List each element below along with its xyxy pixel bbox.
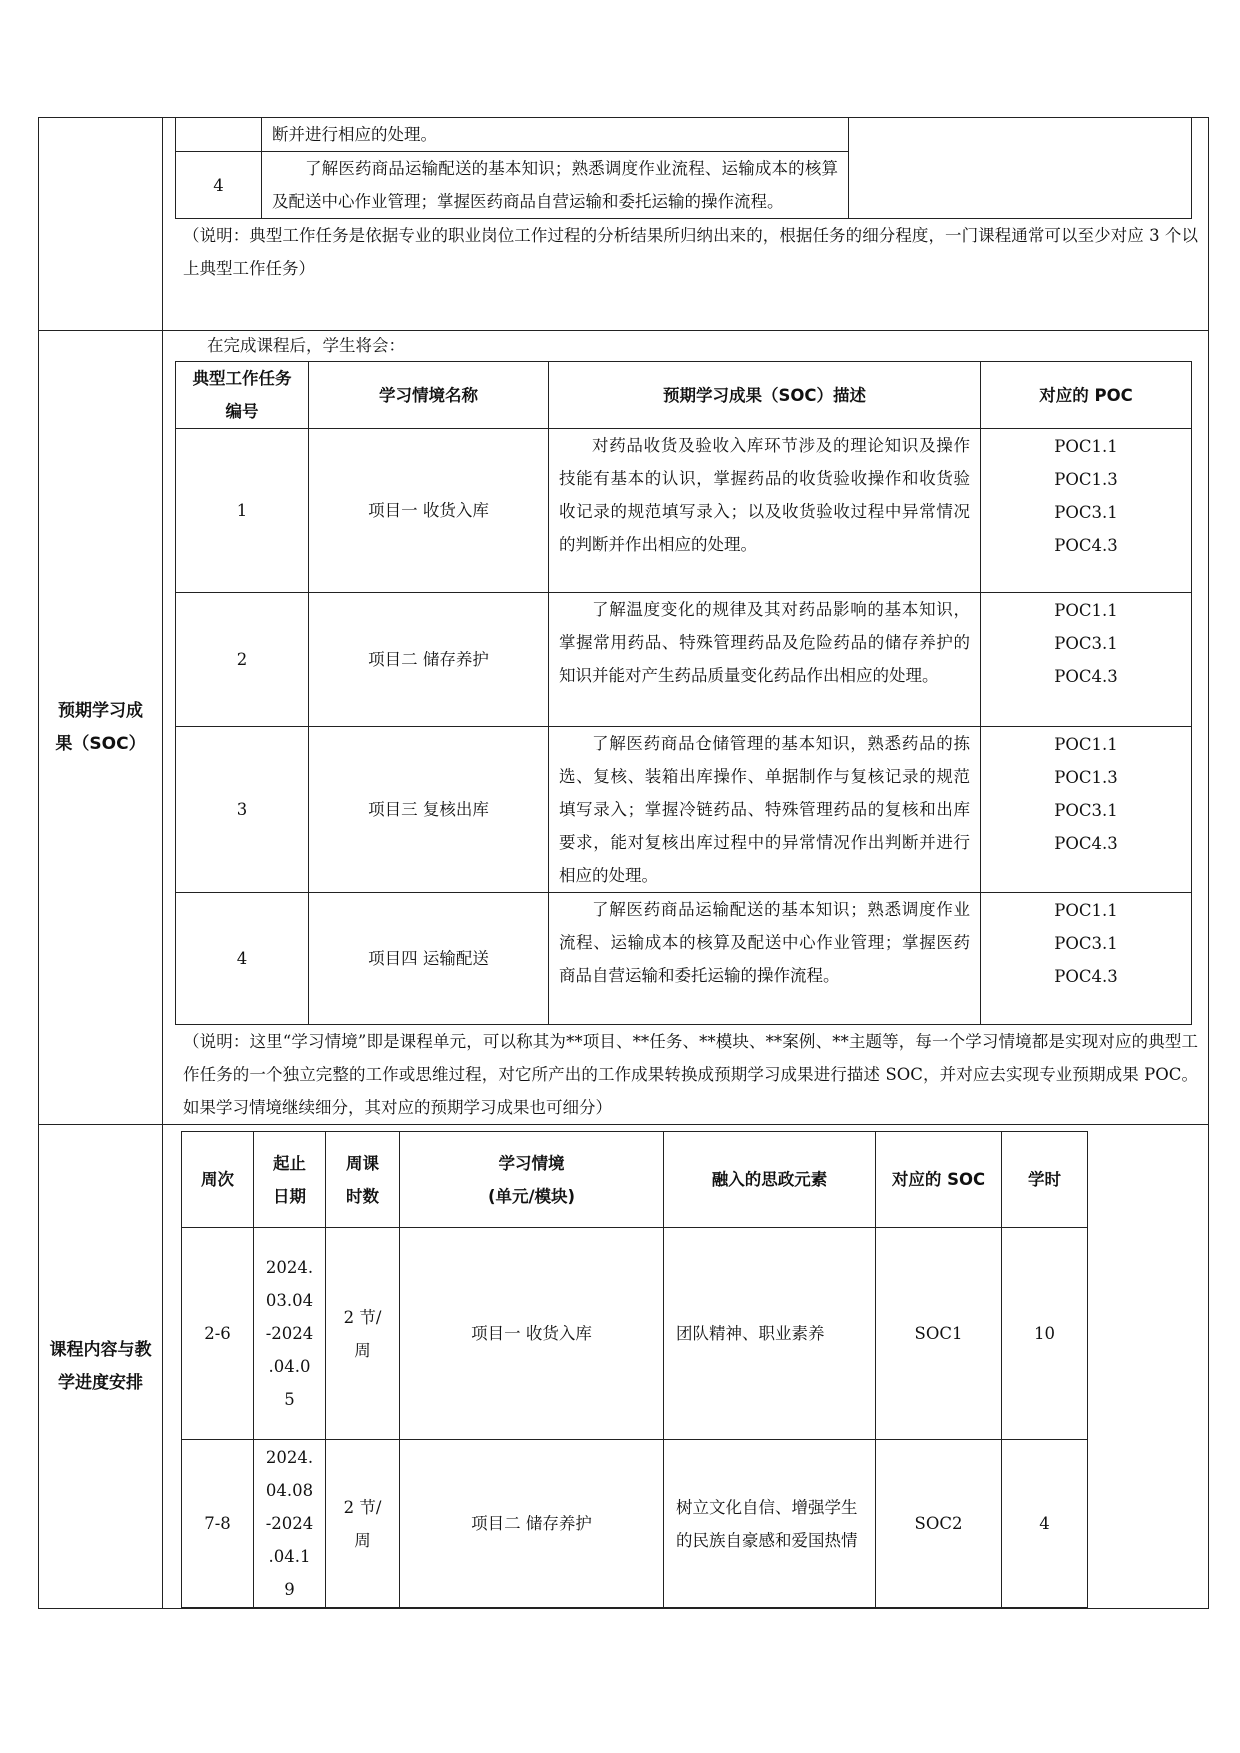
- header-hours: 周课时数: [326, 1132, 400, 1228]
- header-week: 周次: [182, 1132, 254, 1228]
- date-range: [254, 1440, 326, 1608]
- date-line: .04.0: [268, 1357, 311, 1376]
- weekly-hours: [326, 1440, 400, 1608]
- date-line: -2024: [265, 1324, 314, 1343]
- task-number: 1: [176, 429, 309, 593]
- poc-item: POC1.1: [1054, 437, 1118, 456]
- soc-intro: 在完成课程后，学生将会：: [207, 336, 405, 355]
- weekly-hours: [326, 1228, 400, 1440]
- soc-description: 了解医药商品仓储管理的基本知识，熟悉药品的拣选、复核、装箱出库操作、单据制作与复核记录的规范填写录入；掌握冷链药品、特殊管理药品的复核和出库要求，能对复核出库过程中的异常情况作出判断并进行相应的处理。: [549, 727, 981, 893]
- poc-item: POC4.3: [1054, 667, 1118, 686]
- poc-item: POC1.1: [1054, 735, 1118, 754]
- unit-name: 项目二 储存养护: [400, 1440, 664, 1608]
- typical-tasks-table: [175, 118, 1192, 219]
- soc-note: （说明：这里“学习情境”即是课程单元，可以称其为**项目、**任务、**模块、**案例、**主题等，每一个学习情境都是实现对应的典型工作任务的一个独立完整的工作或思维过程，对它所产出的工作成果转换成预期学习成果进行描述 SOC，并对应去实现专业预期成果 POC。如果学习情境继续细分，其对应的预期学习成果也可细分）: [183, 1032, 1198, 1117]
- header-soc-description: 预期学习成果（SOC）描述: [549, 362, 981, 429]
- poc-item: POC3.1: [1054, 503, 1118, 522]
- table-row: [176, 429, 1192, 593]
- task-number: 4: [176, 893, 309, 1025]
- poc-list: [981, 429, 1192, 593]
- ideology-elements: 树立文化自信、增强学生的民族自豪感和爱国热情: [664, 1440, 876, 1608]
- poc-item: POC4.3: [1054, 834, 1118, 853]
- soc-ref: SOC2: [876, 1440, 1002, 1608]
- typical-tasks-section: [39, 118, 1209, 331]
- soc-section: [39, 331, 1209, 1125]
- date-range: [254, 1228, 326, 1440]
- poc-item: POC3.1: [1054, 934, 1118, 953]
- hours-line: 2 节/: [343, 1497, 382, 1517]
- header-total-hours: 学时: [1002, 1132, 1088, 1228]
- poc-item: POC1.3: [1054, 470, 1118, 489]
- header-task-number: 典型工作任务编号: [176, 362, 309, 429]
- unit-name: 项目三 复核出库: [309, 727, 549, 893]
- week: 7-8: [182, 1440, 254, 1608]
- poc-item: POC1.3: [1054, 768, 1118, 787]
- table-row: [176, 893, 1192, 1025]
- header-unit-line1: 学习情境: [498, 1153, 565, 1173]
- poc-item: POC4.3: [1054, 967, 1118, 986]
- soc-ref: SOC1: [876, 1228, 1002, 1440]
- task-number: [176, 118, 262, 152]
- header-date: 起止日期: [254, 1132, 326, 1228]
- table-row: [182, 1440, 1088, 1608]
- section-label-schedule: 课程内容与教学进度安排: [39, 1125, 163, 1609]
- header-soc: 对应的 SOC: [876, 1132, 1002, 1228]
- date-line: 03.04: [265, 1291, 314, 1310]
- poc-list: [981, 593, 1192, 727]
- task-description: 了解医药商品运输配送的基本知识；熟悉调度作业流程、运输成本的核算及配送中心作业管理；掌握医药商品自营运输和委托运输的操作流程。: [262, 152, 849, 219]
- empty-cell: [849, 118, 1192, 219]
- header-unit: [400, 1132, 664, 1228]
- schedule-table: [181, 1131, 1088, 1608]
- week: 2-6: [182, 1228, 254, 1440]
- soc-description: 了解温度变化的规律及其对药品影响的基本知识，掌握常用药品、特殊管理药品及危险药品的储存养护的知识并能对产生药品质量变化药品作出相应的处理。: [549, 593, 981, 727]
- poc-item: POC1.1: [1054, 601, 1118, 620]
- header-unit-line2: (单元/模块): [487, 1186, 576, 1206]
- poc-list: [981, 893, 1192, 1025]
- date-line: -2024: [265, 1514, 314, 1533]
- unit-name: 项目四 运输配送: [309, 893, 549, 1025]
- header-poc: 对应的 POC: [981, 362, 1192, 429]
- soc-description: 对药品收货及验收入库环节涉及的理论知识及操作技能有基本的认识，掌握药品的收货验收操作和收货验收记录的规范填写录入；以及收货验收过程中异常情况的判断并作出相应的处理。: [549, 429, 981, 593]
- poc-item: POC4.3: [1054, 536, 1118, 555]
- table-header-row: [182, 1132, 1088, 1228]
- task-number: 4: [176, 152, 262, 219]
- table-row: [182, 1228, 1088, 1440]
- unit-name: 项目一 收货入库: [309, 429, 549, 593]
- table-row: [176, 593, 1192, 727]
- table-header-row: [176, 362, 1192, 429]
- task-description: 断并进行相应的处理。: [262, 118, 849, 152]
- course-outline-table: [38, 117, 1209, 1609]
- hours-line: 周: [354, 1530, 371, 1550]
- date-line: 2024.: [265, 1258, 314, 1277]
- date-line: 5: [284, 1390, 295, 1409]
- header-ideology: 融入的思政元素: [664, 1132, 876, 1228]
- section-label-empty: [39, 118, 163, 331]
- task-number: 2: [176, 593, 309, 727]
- date-line: .04.1: [268, 1547, 311, 1566]
- document-page: [38, 117, 1208, 1609]
- ideology-elements: 团队精神、职业素养: [664, 1228, 876, 1440]
- date-line: 2024.: [265, 1448, 314, 1467]
- header-unit-name: 学习情境名称: [309, 362, 549, 429]
- unit-name: 项目一 收货入库: [400, 1228, 664, 1440]
- unit-name: 项目二 储存养护: [309, 593, 549, 727]
- task-number: 3: [176, 727, 309, 893]
- poc-list: [981, 727, 1192, 893]
- table-row: [176, 118, 1192, 152]
- total-hours: 4: [1002, 1440, 1088, 1608]
- section-label-soc: 预期学习成果（SOC）: [39, 331, 163, 1125]
- typical-tasks-note: （说明：典型工作任务是依据专业的职业岗位工作过程的分析结果所归纳出来的，根据任务的细分程度，一门课程通常可以至少对应 3 个以上典型工作任务）: [183, 226, 1198, 278]
- poc-item: POC3.1: [1054, 801, 1118, 820]
- total-hours: 10: [1002, 1228, 1088, 1440]
- schedule-section: [39, 1125, 1209, 1609]
- poc-item: POC1.1: [1054, 901, 1118, 920]
- date-line: 9: [284, 1580, 295, 1599]
- hours-line: 2 节/: [343, 1307, 382, 1327]
- date-line: 04.08: [265, 1481, 314, 1500]
- hours-line: 周: [354, 1340, 371, 1360]
- soc-table: [175, 361, 1192, 1025]
- poc-item: POC3.1: [1054, 634, 1118, 653]
- table-row: [176, 727, 1192, 893]
- soc-description: 了解医药商品运输配送的基本知识；熟悉调度作业流程、运输成本的核算及配送中心作业管理；掌握医药商品自营运输和委托运输的操作流程。: [549, 893, 981, 1025]
